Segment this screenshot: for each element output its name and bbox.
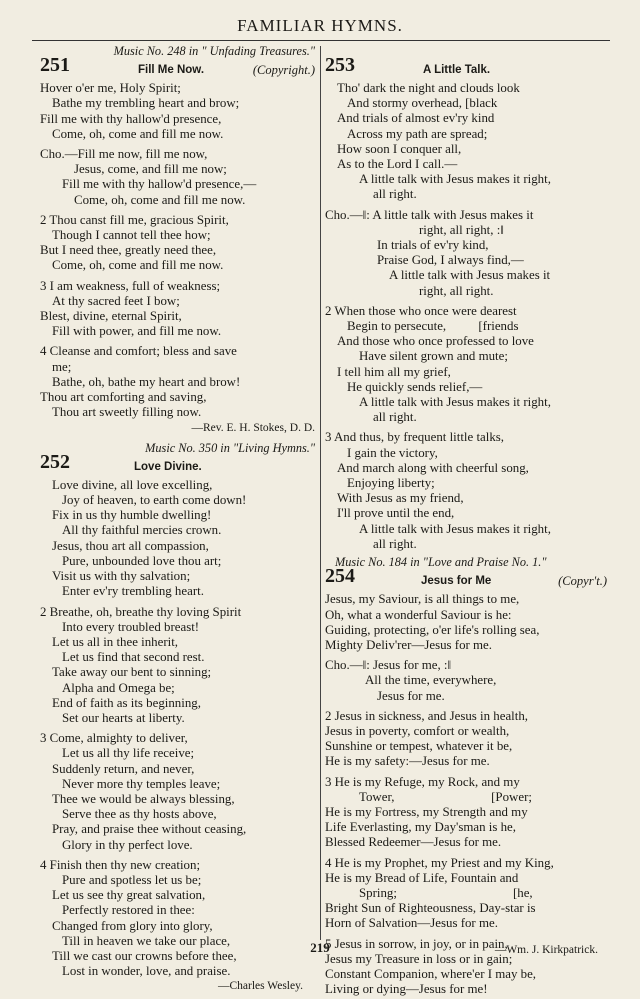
verse-line: At thy sacred feet I bow; [52,293,180,308]
verse-line: All the time, everywhere, [365,673,497,688]
hymn-254-stanza-4 [325,856,607,932]
hymn-253-stanza-2 [325,304,607,426]
verse-line: And march along with cheerful song, [337,460,529,475]
hymn-254-source: Music No. 184 in "Love and Praise No. 1." [335,555,547,570]
verse-line: And those who once professed to love [337,334,534,349]
verse-line: With Jesus as my friend, [337,491,464,506]
verse-line: Visit us with thy salvation; [52,569,191,584]
verse-line: Guiding, protecting, o'er life's rolling sea, [325,622,540,637]
hymn-251-stanza-4 [40,344,315,420]
hymn-251-author: —Rev. E. H. Stokes, D. D. [191,422,315,435]
verse-line: Tower, [Power; [359,789,532,804]
hymn-253-stanza-1 [325,81,607,203]
verse-line: He is my Fortress, my Strength and my [325,804,528,819]
hymn-252-number: 252 [40,450,70,473]
hymn-251-stanza-1 [40,81,315,142]
hymn-253-title: A Little Talk. [423,64,491,76]
verse-line: Hover o'er me, Holy Spirit; [40,81,181,96]
verse-line: Have silent grown and mute; [359,349,508,364]
verse-line: Bathe, oh, bathe my heart and brow! [52,374,241,389]
verse-line: Sunshine or tempest, whatever it be, [325,739,513,754]
verse-line: In trials of ev'ry kind, [377,238,489,253]
hymn-251-title: Fill Me Now. [138,64,205,77]
verse-line: Thou art comforting and saving, [40,390,207,405]
verse-line: I gain the victory, [347,445,438,460]
verse-line: 3 And thus, by frequent little talks, [325,430,505,445]
verse-line: Never more thy temples leave; [62,776,221,791]
hymn-251-source: Music No. 248 in " Unfading Treasures." [113,44,315,58]
verse-line: Fill with power, and fill me now. [52,324,222,339]
verse-line: Praise God, I always find,— [377,253,524,268]
verse-line: Set our hearts at liberty. [62,710,185,725]
verse-line: Enjoying liberty; [347,476,435,491]
verse-line: Though I cannot tell thee how; [52,228,211,243]
verse-line: Pure and spotless let us be; [62,872,202,887]
verse-line: Let us find that second rest. [62,650,205,665]
verse-line: A little talk with Jesus makes it right, [359,172,551,187]
verse-line: Come, oh, come and fill me now. [52,258,224,273]
page-header: FAMILIAR HYMNS. [237,16,403,35]
verse-line: Thou art sweetly filling now. [52,405,202,420]
verse-line: Jesus in poverty, comfort or wealth, [325,723,510,738]
verse-line: And stormy overhead, [black [347,96,498,111]
verse-line: Pray, and praise thee without ceasing, [52,822,247,837]
verse-line: Glory in thy perfect love. [62,837,193,852]
verse-line: Lost in wonder, love, and praise. [62,964,231,979]
verse-line: right, all right. [419,283,494,298]
hymn-252-heading [40,450,315,477]
verse-line: Constant Companion, where'er I may be, [325,966,537,981]
hymn-252-stanza-1 [40,478,315,600]
verse-line: Fill me with thy hallow'd presence,— [62,177,257,192]
verse-line: All thy faithful mercies crown. [62,523,222,538]
verse-line: Let us all thy life receive; [62,746,195,761]
hymn-254-author: —Wm. J. Kirkpatrick. [494,944,598,956]
verse-line: 2 When those who once were dearest [325,303,517,318]
verse-line: Blessed Redeemer—Jesus for me. [325,835,502,850]
verse-line: Fill me with thy hallow'd presence, [40,111,222,126]
verse-line: Into every troubled breast! [62,619,200,634]
verse-line: A little talk with Jesus makes it [389,268,551,283]
verse-line: A little talk with Jesus makes it right, [359,521,551,536]
verse-line: Changed from glory into glory, [52,918,213,933]
hymn-254-heading [325,565,607,591]
hymn-254-number: 254 [325,565,355,588]
hymn-254-stanza-2 [325,709,607,770]
verse-line: He is my safety:—Jesus for me. [325,754,490,769]
verse-line: Jesus, my Saviour, is all things to me, [325,592,520,607]
verse-line: all right. [373,536,417,551]
hymn-252-stanza-4 [40,858,315,980]
verse-line: Cho.—‖: Jesus for me, :‖ [325,658,452,673]
column-divider [320,46,321,940]
hymn-252-stanza-3 [40,731,315,853]
verse-line: 2 Thou canst fill me, gracious Spirit, [40,212,229,227]
hymn-251-copyright: (Copyright.) [252,63,315,78]
verse-line: Blest, divine, eternal Spirit, [40,309,182,324]
verse-line: 4 Cleanse and comfort; bless and save [40,344,237,359]
hymn-253-heading [325,54,607,80]
hymn-254-stanza-1 [325,592,607,653]
verse-line: Suddenly return, and never, [52,761,195,776]
verse-line: Oh, what a wonderful Saviour is he: [325,607,512,622]
verse-line: Love divine, all love excelling, [52,477,213,492]
verse-line: He quickly sends relief,— [347,379,483,394]
verse-line: Living or dying—Jesus for me! [325,982,488,997]
verse-line: I'll prove until the end, [337,506,455,521]
hymn-254-copyright: (Copyr't.) [558,574,607,589]
verse-line: Come, oh, come and fill me now. [74,192,246,207]
verse-line: A little talk with Jesus makes it right, [359,395,551,410]
hymn-251-stanza-2 [40,213,315,274]
verse-line: Thee we would be always blessing, [52,791,235,806]
verse-line: Pure, unbounded love thou art; [62,553,222,568]
verse-line: Bathe my trembling heart and brow; [52,96,240,111]
verse-line: Across my path are spread; [347,126,488,141]
verse-line: all right. [373,410,417,425]
verse-line: 4 He is my Prophet, my Priest and my King, [325,855,554,870]
hymn-254-title: Jesus for Me [421,575,492,588]
verse-line: Bright Sun of Righteousness, Day-star is [325,901,536,916]
hymn-252-title: Love Divine. [134,460,202,473]
right-column [325,44,607,997]
verse-line: 2 Breathe, oh, breathe thy loving Spirit [40,604,242,619]
verse-line: Till we cast our crowns before thee, [52,948,237,963]
verse-line: 3 He is my Refuge, my Rock, and my [325,774,520,789]
verse-line: Come, oh, come and fill me now. [52,126,224,141]
verse-line: Jesus my Treasure in loss or in gain; [325,951,513,966]
verse-line: Enter ev'ry trembling heart. [62,584,204,599]
verse-line: Let us all in thee inherit, [52,634,179,649]
verse-line: Tho' dark the night and clouds look [337,81,520,95]
verse-line: Mighty Deliv'rer—Jesus for me. [325,637,493,652]
hymn-252-source: Music No. 350 in "Living Hymns." [145,440,315,455]
verse-line: Cho.—‖: A little talk with Jesus makes it [325,207,534,222]
verse-line: right, all right, :‖ [419,222,504,237]
hymn-252-stanza-2 [40,605,315,727]
verse-line: How soon I conquer all, [337,141,462,156]
hymn-251-chorus [40,147,315,208]
hymn-253-stanza-3 [325,430,607,552]
verse-line: Let us see thy great salvation, [52,888,206,903]
verse-line: Till in heaven we take our place, [62,933,231,948]
verse-line: And trials of almost ev'ry kind [337,111,495,126]
page-number: 219 [310,940,330,955]
verse-line: Begin to persecute, [friends [347,319,519,334]
hymn-251-stanza-3 [40,279,315,340]
hymn-252-author: —Charles Wesley. [218,980,303,993]
verse-line: Jesus for me. [377,688,445,703]
hymn-251-heading [40,54,315,80]
verse-line: Cho.—Fill me now, fill me now, [40,147,208,162]
verse-line: 3 Come, almighty to deliver, [40,731,188,746]
verse-line: 5 Jesus in sorrow, in joy, or in pain, [325,936,508,951]
left-column [40,44,315,999]
verse-line: Fix in us thy humble dwelling! [52,508,212,523]
hymn-254-stanza-3 [325,775,607,851]
verse-line: me; [52,359,72,374]
verse-line: Joy of heaven, to earth come down! [62,493,247,508]
verse-line: But I need thee, greatly need thee, [40,243,217,258]
header-rule [32,40,610,41]
verse-line: Perfectly restored in thee: [62,903,195,918]
verse-line: Horn of Salvation—Jesus for me. [325,916,498,931]
hymn-251-number: 251 [40,54,70,77]
hymn-253-number: 253 [325,54,355,76]
verse-line: Spring; [he, [359,885,533,900]
verse-line: 4 Finish then thy new creation; [40,857,201,872]
verse-line: He is my Bread of Life, Fountain and [325,870,519,885]
verse-line: Life Everlasting, my Day'sman is he, [325,820,516,835]
verse-line: 2 Jesus in sickness, and Jesus in health, [325,708,529,723]
verse-line: End of faith as its beginning, [52,695,201,710]
hymn-253-chorus [325,208,607,299]
verse-line: Alpha and Omega be; [62,680,175,695]
verse-line: all right. [373,187,417,202]
verse-line: Jesus, thou art all compassion, [52,538,209,553]
hymn-254-chorus [325,658,607,704]
verse-line: As to the Lord I call.— [337,157,458,172]
verse-line: Jesus, come, and fill me now; [74,162,227,177]
verse-line: I tell him all my grief, [337,364,451,379]
verse-line: Take away our bent to sinning; [52,665,212,680]
verse-line: 3 I am weakness, full of weakness; [40,278,221,293]
verse-line: Serve thee as thy hosts above, [62,807,217,822]
